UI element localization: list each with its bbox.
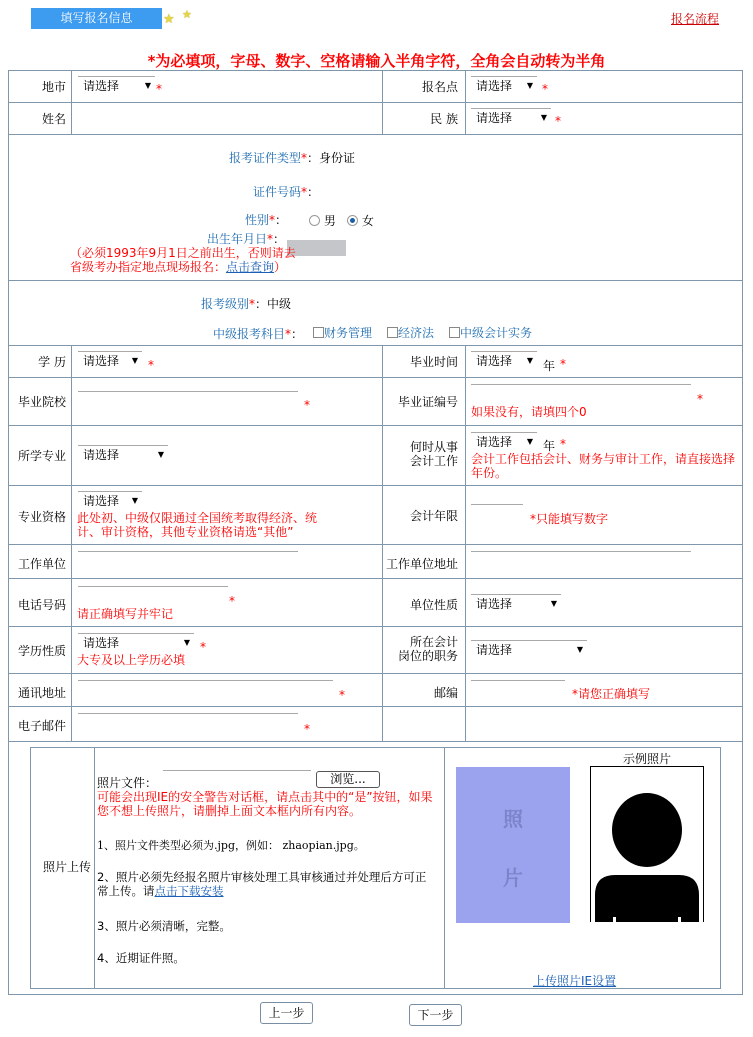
zip-label: 邮编 <box>433 686 458 700</box>
unit-type-label: 单位性质 <box>409 598 458 612</box>
chevron-down-icon: ▼ <box>144 80 151 90</box>
id-type-row <box>229 149 355 166</box>
gender-row <box>245 211 287 228</box>
registration-flow-link[interactable]: 报名流程 <box>670 12 719 26</box>
photo-preview-placeholder <box>456 767 570 923</box>
employer-input[interactable] <box>78 551 298 567</box>
table-border-right <box>742 70 743 995</box>
work-start-note: 会计工作包括会计、财务与审计工作，请直接选择年份。 <box>471 452 736 480</box>
unit-type-select[interactable] <box>471 594 561 612</box>
subject-economic-law[interactable] <box>387 324 434 341</box>
row-divider <box>8 345 743 346</box>
subject-label: 财务管理 <box>324 326 373 340</box>
employer-label: 工作单位 <box>17 557 66 571</box>
photo-upload-label: 照片上传 <box>43 860 92 874</box>
browse-button[interactable]: 浏览... <box>316 771 380 788</box>
position-label <box>385 635 458 663</box>
position-select-value: 请选择 <box>476 642 513 657</box>
edu-nature-note: 大专及以上学历必填 <box>77 653 186 667</box>
col-divider <box>382 345 383 741</box>
chevron-down-icon: ▼ <box>576 644 583 654</box>
ie-settings-link[interactable]: 上传照片IE设置 <box>533 974 617 988</box>
col-divider <box>71 70 72 134</box>
required-mark: * <box>560 437 566 451</box>
chevron-down-icon: ▼ <box>526 80 533 90</box>
work-start-label-line2: 会计工作 <box>409 454 458 468</box>
chevron-down-icon: ▼ <box>157 449 164 459</box>
chevron-down-icon: ▼ <box>540 112 547 122</box>
required-mark: * <box>542 82 548 96</box>
placeholder-char: 照 <box>503 807 523 831</box>
city-select-value: 请选择 <box>83 78 120 93</box>
chevron-down-icon: ▼ <box>550 598 557 608</box>
major-label: 所学专业 <box>17 449 66 463</box>
row-divider <box>8 673 743 674</box>
star-icon: ★ <box>182 8 192 21</box>
phone-note: 请正确填写并牢记 <box>77 607 174 621</box>
city-label: 地市 <box>41 80 66 94</box>
required-mark: * <box>304 398 310 412</box>
edu-nature-select[interactable] <box>78 633 194 651</box>
level-label: 报考级别 <box>201 297 250 311</box>
email-label: 电子邮件 <box>17 719 66 733</box>
photo-rule-2-text: 2、照片必须先经报名照片审核处理工具审核通过并处理后方可正常上传。请 <box>97 870 427 898</box>
required-mark: * <box>249 297 256 311</box>
cert-no-input[interactable] <box>471 384 691 400</box>
major-select-value: 请选择 <box>83 447 120 462</box>
subject-label: 中级会计实务 <box>460 326 533 340</box>
qualification-select-value: 请选择 <box>83 493 120 508</box>
required-mark: * <box>301 151 308 165</box>
row-divider <box>8 102 743 103</box>
site-select-value: 请选择 <box>476 78 513 93</box>
year-suffix: 年 <box>543 359 556 373</box>
next-step-button[interactable]: 下一步 <box>409 1004 462 1026</box>
person-silhouette-icon <box>591 767 703 922</box>
photo-warning: 可能会出现IE的安全警告对话框，请点击其中的“是”按钮，如果您不想上传照片，请删掉上面文本框内所有内容。 <box>97 790 433 818</box>
col-divider <box>94 747 95 989</box>
checkbox[interactable] <box>387 327 398 338</box>
level-value: 中级 <box>267 297 292 311</box>
grad-time-select[interactable] <box>471 351 537 369</box>
employer-address-input[interactable] <box>471 551 691 567</box>
row-divider <box>8 706 743 707</box>
gender-male-radio[interactable] <box>309 215 320 226</box>
school-label: 毕业院校 <box>17 395 66 409</box>
subject-accounting-practice[interactable] <box>449 324 532 341</box>
row-divider <box>8 280 743 281</box>
row-divider <box>8 578 743 579</box>
birth-note-close: ） <box>274 260 287 274</box>
subjects-row <box>213 325 303 342</box>
edu-nature-label: 学历性质 <box>17 644 66 658</box>
colon: ： <box>307 185 320 199</box>
birth-label: 出生年月日 <box>207 232 268 246</box>
birth-query-link[interactable]: 点击查询 <box>226 260 275 274</box>
address-input[interactable] <box>78 680 333 696</box>
required-mark: * <box>148 358 154 372</box>
site-label: 报名点 <box>421 80 458 94</box>
subject-financial-management[interactable] <box>313 324 372 341</box>
photo-file-input[interactable] <box>163 770 311 786</box>
accounting-years-input[interactable] <box>471 504 523 520</box>
required-mark: * <box>200 640 206 654</box>
col-divider <box>465 70 466 134</box>
qualification-label: 专业资格 <box>17 510 66 524</box>
star-icon: ★ <box>163 12 175 27</box>
required-mark: * <box>267 232 274 246</box>
step-tab-fill-info: 填写报名信息 <box>31 8 162 29</box>
subjects-label: 中级报考科目 <box>213 327 286 341</box>
id-type-label: 报考证件类型 <box>229 151 302 165</box>
colon: ： <box>307 151 320 165</box>
required-mark: * <box>156 82 162 96</box>
row-divider <box>8 544 743 545</box>
checkbox[interactable] <box>313 327 324 338</box>
name-input[interactable] <box>74 106 379 130</box>
colon: ： <box>291 327 304 341</box>
table-border-left <box>8 70 9 995</box>
cert-no-note: 如果没有，请填四个0 <box>471 405 587 419</box>
email-input[interactable] <box>78 713 298 729</box>
degree-select[interactable] <box>78 351 142 369</box>
qualification-note: 此处初、中级仅限通过全国统考取得经济、统计、审计资格，其他专业资格请选“其他” <box>77 511 318 539</box>
gender-female-label: 女 <box>361 214 374 228</box>
degree-label: 学 历 <box>38 355 66 369</box>
chevron-down-icon: ▼ <box>526 436 533 446</box>
employer-address-label: 工作单位地址 <box>385 557 458 571</box>
ethnicity-select[interactable] <box>471 108 551 126</box>
site-select[interactable] <box>471 76 537 94</box>
work-start-label-line1: 何时从事 <box>409 440 458 454</box>
table-border-bottom <box>8 994 743 995</box>
row-divider <box>8 134 743 135</box>
checkbox[interactable] <box>449 327 460 338</box>
chevron-down-icon: ▼ <box>526 355 533 365</box>
colon: ： <box>275 213 288 227</box>
gender-female-option[interactable] <box>347 212 374 229</box>
photo-rule-4: 4、近期证件照。 <box>97 951 185 965</box>
col-divider <box>71 345 72 741</box>
chevron-down-icon: ▼ <box>131 355 138 365</box>
colon: ： <box>255 297 268 311</box>
row-divider <box>8 377 743 378</box>
download-tool-link[interactable]: 点击下载安装 <box>154 884 224 898</box>
qualification-select[interactable] <box>78 491 142 509</box>
work-start-select-value: 请选择 <box>476 434 513 449</box>
grad-time-label: 毕业时间 <box>409 355 458 369</box>
year-suffix: 年 <box>543 439 556 453</box>
id-number-label: 证件号码 <box>253 185 302 199</box>
birth-note-text: 省级考办指定地点现场报名： <box>70 260 227 274</box>
accounting-years-note: *只能填写数字 <box>530 512 609 526</box>
col-divider <box>465 345 466 741</box>
position-label-line2: 岗位的职务 <box>397 649 458 663</box>
subject-label: 经济法 <box>398 326 435 340</box>
ethnicity-select-value: 请选择 <box>476 110 513 125</box>
placeholder-char: 片 <box>503 866 523 890</box>
birth-row <box>207 230 285 247</box>
level-row <box>201 295 291 312</box>
unit-type-select-value: 请选择 <box>476 596 513 611</box>
address-label: 通讯地址 <box>17 686 66 700</box>
cert-no-label: 毕业证编号 <box>397 395 458 409</box>
prev-step-button[interactable]: 上一步 <box>260 1002 313 1024</box>
work-start-select[interactable] <box>471 432 537 450</box>
required-mark: * <box>339 688 345 702</box>
name-label: 姓名 <box>41 112 66 126</box>
accounting-years-label: 会计年限 <box>409 509 458 523</box>
position-select[interactable] <box>471 640 587 658</box>
chevron-down-icon: ▼ <box>183 637 190 647</box>
city-select[interactable] <box>78 76 155 94</box>
required-notice: *为必填项，字母、数字、空格请输入半角字符，全角会自动转为半角 <box>147 52 606 70</box>
zip-input[interactable] <box>471 680 565 696</box>
photo-file-label: 照片文件： <box>97 776 158 790</box>
degree-select-value: 请选择 <box>83 353 120 368</box>
required-mark: * <box>229 594 235 608</box>
sample-photo-title: 示例照片 <box>622 752 671 766</box>
edu-nature-select-value: 请选择 <box>83 635 120 650</box>
required-mark: * <box>285 327 292 341</box>
required-mark: * <box>560 357 566 371</box>
zip-note: *请您正确填写 <box>572 687 651 701</box>
gender-male-label: 男 <box>323 214 336 228</box>
birth-note-line2 <box>70 260 286 274</box>
row-divider <box>8 741 743 742</box>
required-mark: * <box>301 185 308 199</box>
phone-label: 电话号码 <box>17 598 66 612</box>
birth-note-line1: （必须1993年9月1日之前出生，否则请去 <box>70 246 296 260</box>
required-mark: * <box>304 722 310 736</box>
row-divider <box>8 425 743 426</box>
photo-rule-3: 3、照片必须清晰，完整。 <box>97 919 231 933</box>
required-mark: * <box>697 392 703 406</box>
col-divider <box>444 747 445 989</box>
work-start-label <box>385 440 458 468</box>
sample-photo <box>590 766 704 922</box>
photo-rule-1: 1、照片文件类型必须为.jpg，例如： zhaopian.jpg。 <box>97 839 365 852</box>
gender-label: 性别 <box>245 213 270 227</box>
table-border-top <box>8 70 743 71</box>
col-divider <box>382 70 383 134</box>
school-input[interactable] <box>78 391 298 407</box>
gender-male-option[interactable] <box>309 212 336 229</box>
phone-input[interactable] <box>78 586 228 602</box>
gender-female-radio[interactable] <box>347 215 358 226</box>
row-divider <box>8 626 743 627</box>
major-select[interactable] <box>78 445 168 463</box>
chevron-down-icon: ▼ <box>131 495 138 505</box>
colon: ： <box>273 232 286 246</box>
id-type-value: 身份证 <box>319 151 356 165</box>
position-label-line1: 所在会计 <box>409 635 458 649</box>
id-number-row <box>253 183 319 200</box>
required-mark: * <box>269 213 276 227</box>
grad-time-select-value: 请选择 <box>476 353 513 368</box>
row-divider <box>8 485 743 486</box>
required-mark: * <box>555 114 561 128</box>
ethnicity-label: 民 族 <box>430 112 458 126</box>
photo-rule-2 <box>97 870 437 898</box>
